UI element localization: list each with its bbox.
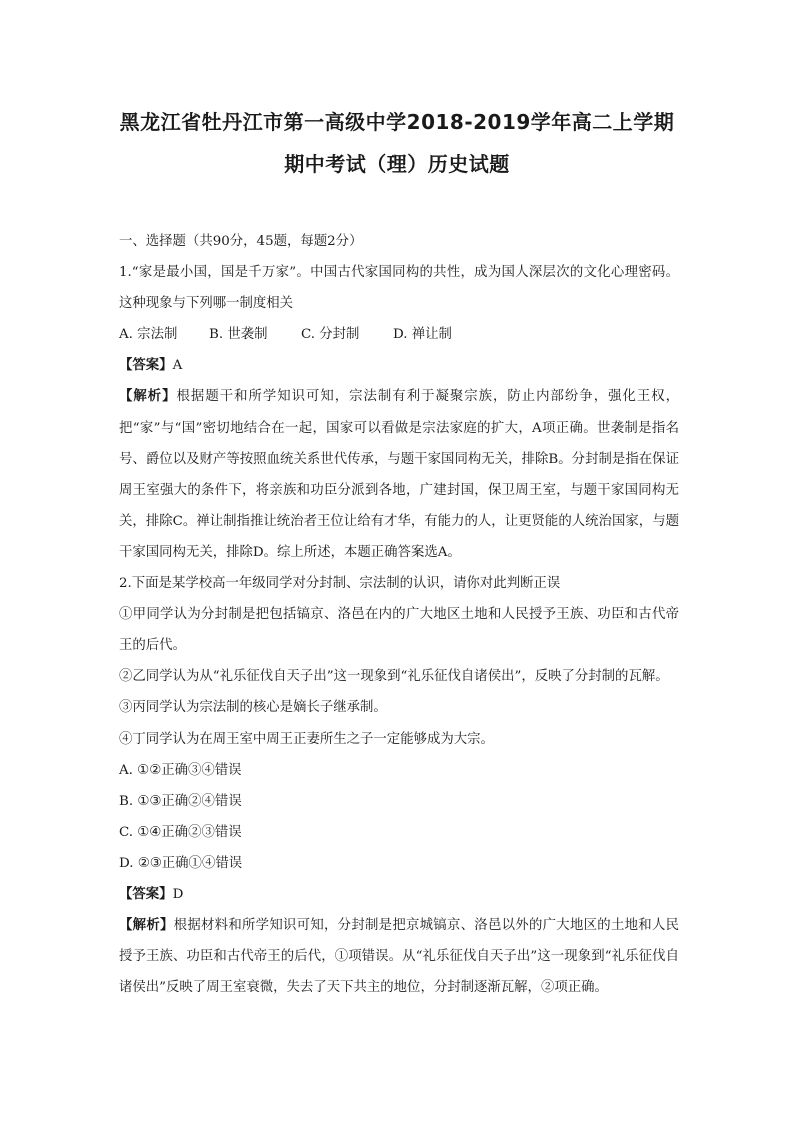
- question-2-answer: [119, 879, 679, 910]
- question-1-answer: [119, 350, 679, 381]
- question-2-option-b: B. ①③正确②④错误: [119, 793, 242, 809]
- question-1-option-b: B. 世袭制: [209, 327, 268, 343]
- document-body: [119, 226, 679, 1003]
- question-1-option-c: C. 分封制: [301, 327, 360, 343]
- question-2-statement-1: ①甲同学认为分封制是把包括镐京、洛邑在内的广大地区土地和人民授予王族、功臣和古代帝王的后代。: [119, 607, 679, 654]
- question-1-analysis: [119, 381, 679, 568]
- analysis-text: 根据材料和所学知识可知，分封制是把京城镐京、洛邑以外的广大地区的土地和人民授予王族、功臣和古代帝王的后代，①项错误。从“礼乐征伐自天子出”这一现象到“礼乐征伐自诸侯出”反映了周王室衰微，失去了天下共主的地位，分封制逐渐瓦解，②项正确。: [119, 918, 680, 996]
- analysis-text: 根据题干和所学知识可知，宗法制有利于凝聚宗族，防止内部纷争，强化王权，把“家”与“国”密切地结合在一起，国家可以看做是宗法家庭的扩大，A项正确。世袭制是指名号、爵位以及财产等按照血统关系世代传承，与题干家国同构无关，排除B。分封制是指在保证周王室强大的条件下，将亲族和功臣分派到各地，广建封国，保卫周王室，与题干家国同构无关，排除C。禅让制指推让统治者王位让给有才华，有能力的人，让更贤能的人统治国家，与题干家国同构无关，排除D。综上所述，本题正确答案选A。: [119, 389, 680, 560]
- answer-value: A: [172, 358, 183, 374]
- question-2-option-c: C. ①④正确②③错误: [119, 824, 242, 840]
- question-2-statement-4: ④丁同学认为在周王室中周王正妻所生之子一定能够成为大宗。: [119, 731, 494, 747]
- question-1-option-d: D. 禅让制: [393, 327, 452, 343]
- question-1-options: [119, 319, 679, 350]
- question-1-option-a: A. 宗法制: [119, 327, 178, 343]
- question-2-option-d: D. ②③正确①④错误: [119, 855, 243, 871]
- analysis-label: 【解析】: [119, 389, 177, 405]
- answer-value: D: [172, 886, 184, 902]
- question-2-statement-3: ③丙同学认为宗法制的核心是嫡长子继承制。: [119, 700, 387, 716]
- analysis-label: 【解析】: [119, 918, 174, 934]
- question-2-stem: 2.下面是某学校高一年级同学对分封制、宗法制的认识，请你对此判断正误: [119, 576, 561, 592]
- question-2-analysis: [119, 910, 679, 1003]
- question-1-stem: 1.“家是最小国，国是千万家”。中国古代家国同构的共性，成为国人深层次的文化心理密码。这种现象与下列哪一制度相关: [119, 265, 679, 312]
- document-title-line-2: 期中考试（理）历史试题: [284, 152, 510, 176]
- document-title-line-1: 黑龙江省牡丹江市第一高级中学2018-2019学年高二上学期: [119, 110, 675, 134]
- question-2-statement-2: ②乙同学认为从“礼乐征伐自天子出”这一现象到“礼乐征伐自诸侯出”，反映了分封制的瓦解。: [119, 669, 669, 685]
- section-heading: 一、选择题（共90分，45题，每题2分）: [119, 234, 363, 249]
- answer-label: 【答案】: [119, 358, 173, 374]
- answer-label: 【答案】: [119, 886, 173, 902]
- question-2-option-a: A. ①②正确③④错误: [119, 762, 242, 778]
